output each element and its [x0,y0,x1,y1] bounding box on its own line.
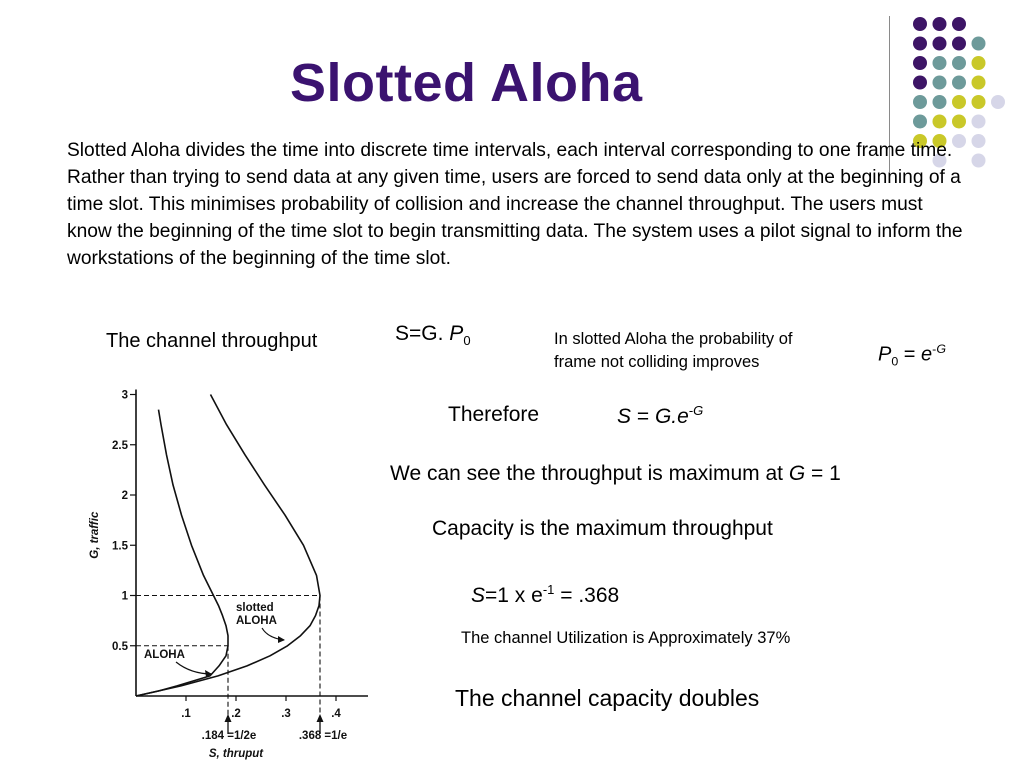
s-eq-text: =G. [409,322,450,345]
decor-dot [933,76,947,90]
series-label-line: ALOHA [236,615,277,627]
g-e-term: G.e [654,405,689,428]
exponent: -1 [542,582,555,597]
decor-dot [952,17,966,31]
decor-dot [933,115,947,129]
decor-dot [972,56,986,70]
therefore-label: Therefore [448,403,540,426]
eq-sign: = [898,343,922,366]
decor-dot [952,95,966,109]
annotation-half-e: .184 =1/2e [201,730,257,742]
y-tick-label: 3 [121,389,128,402]
capacity-line: Capacity is the maximum throughput [432,517,773,540]
decor-dot [933,37,947,51]
decor-dot [913,37,927,51]
up-arrow-head [317,714,324,722]
decor-dot [913,95,927,109]
series-label-slotted [236,602,277,627]
x-tick-label: .3 [281,708,291,720]
s-value-equation [471,582,619,608]
s-symbol: S [617,405,632,428]
exponent: -G [932,342,946,356]
y-tick-label: 0.5 [112,640,128,653]
y-tick-label: 2.5 [112,439,128,452]
s-equation [395,322,471,348]
x-axis-title: S, thruput [208,748,264,760]
decor-dot [913,17,927,31]
throughput-graph [76,380,376,765]
utilization-note: The channel Utilization is Approximately 37% [461,629,791,647]
decor-dot [933,17,947,31]
p-subscript: 0 [891,354,899,369]
decor-dot [933,56,947,70]
max-rest: = 1 [805,462,841,485]
throughput-label: The channel throughput [106,330,318,352]
series-label-line: slotted [236,602,274,614]
decor-dot [933,95,947,109]
x-tick-label: .1 [181,708,191,720]
s-value-tail: = .368 [554,584,620,607]
decor-dot [952,56,966,70]
decor-dot [952,76,966,90]
slide-title: Slotted Aloha [290,53,643,113]
decor-dot [972,37,986,51]
series-label-aloha: ALOHA [144,649,185,661]
decor-dot [972,134,986,148]
s-value-text: =1 x e [485,584,543,607]
decor-dot [972,115,986,129]
y-tick-label: 1.5 [112,540,128,553]
p-subscript: 0 [463,333,471,349]
p-symbol: P [878,343,892,366]
e-symbol: e [921,343,933,366]
y-tick-label: 1 [121,590,128,603]
max-text: We can see the throughput is maximum at [390,462,789,485]
s-g-equation [617,403,703,429]
s-symbol: S [395,322,410,345]
p-symbol: P [449,322,464,345]
note-line: In slotted Aloha the probability of [554,330,793,348]
decor-dot [972,76,986,90]
decor-dot [952,115,966,129]
intro-paragraph: Slotted Aloha divides the time into discrete time intervals, each interval corresponding to one frame time. Rather than trying to send data at any given time, users are forced to send data only at the beginning of a time slot. This minimises probability of collision and increase the channel throughput. The users must know the beginning of the time slot to begin transmitting data. The system uses a pilot signal to inform the workstations of the beginning of the time slot. [67,140,963,269]
graph-guides [136,596,324,735]
y-axis-title: G, traffic [89,511,101,559]
exponent: -G [688,403,704,418]
pointer-arrow-head [278,636,285,643]
g-symbol: G [788,462,806,485]
s-symbol: S [471,584,486,607]
y-tick-label: 2 [121,490,128,502]
decor-dot [972,154,986,168]
decor-dot [991,95,1005,109]
decor-dot [913,56,927,70]
p0-equation [878,342,946,369]
decor-dot [913,76,927,90]
collision-note [554,328,793,374]
decor-dot [952,37,966,51]
note-line: frame not colliding improves [554,353,760,371]
decor-dot [913,115,927,129]
eq-sign: = [631,405,655,428]
capacity-doubles: The channel capacity doubles [455,685,760,711]
annotation-one-over-e: .368 =1/e [298,730,348,742]
max-throughput-line [390,462,841,486]
x-tick-label: .2 [231,708,241,720]
decor-dot [972,95,986,109]
x-tick-label: .4 [331,708,341,720]
